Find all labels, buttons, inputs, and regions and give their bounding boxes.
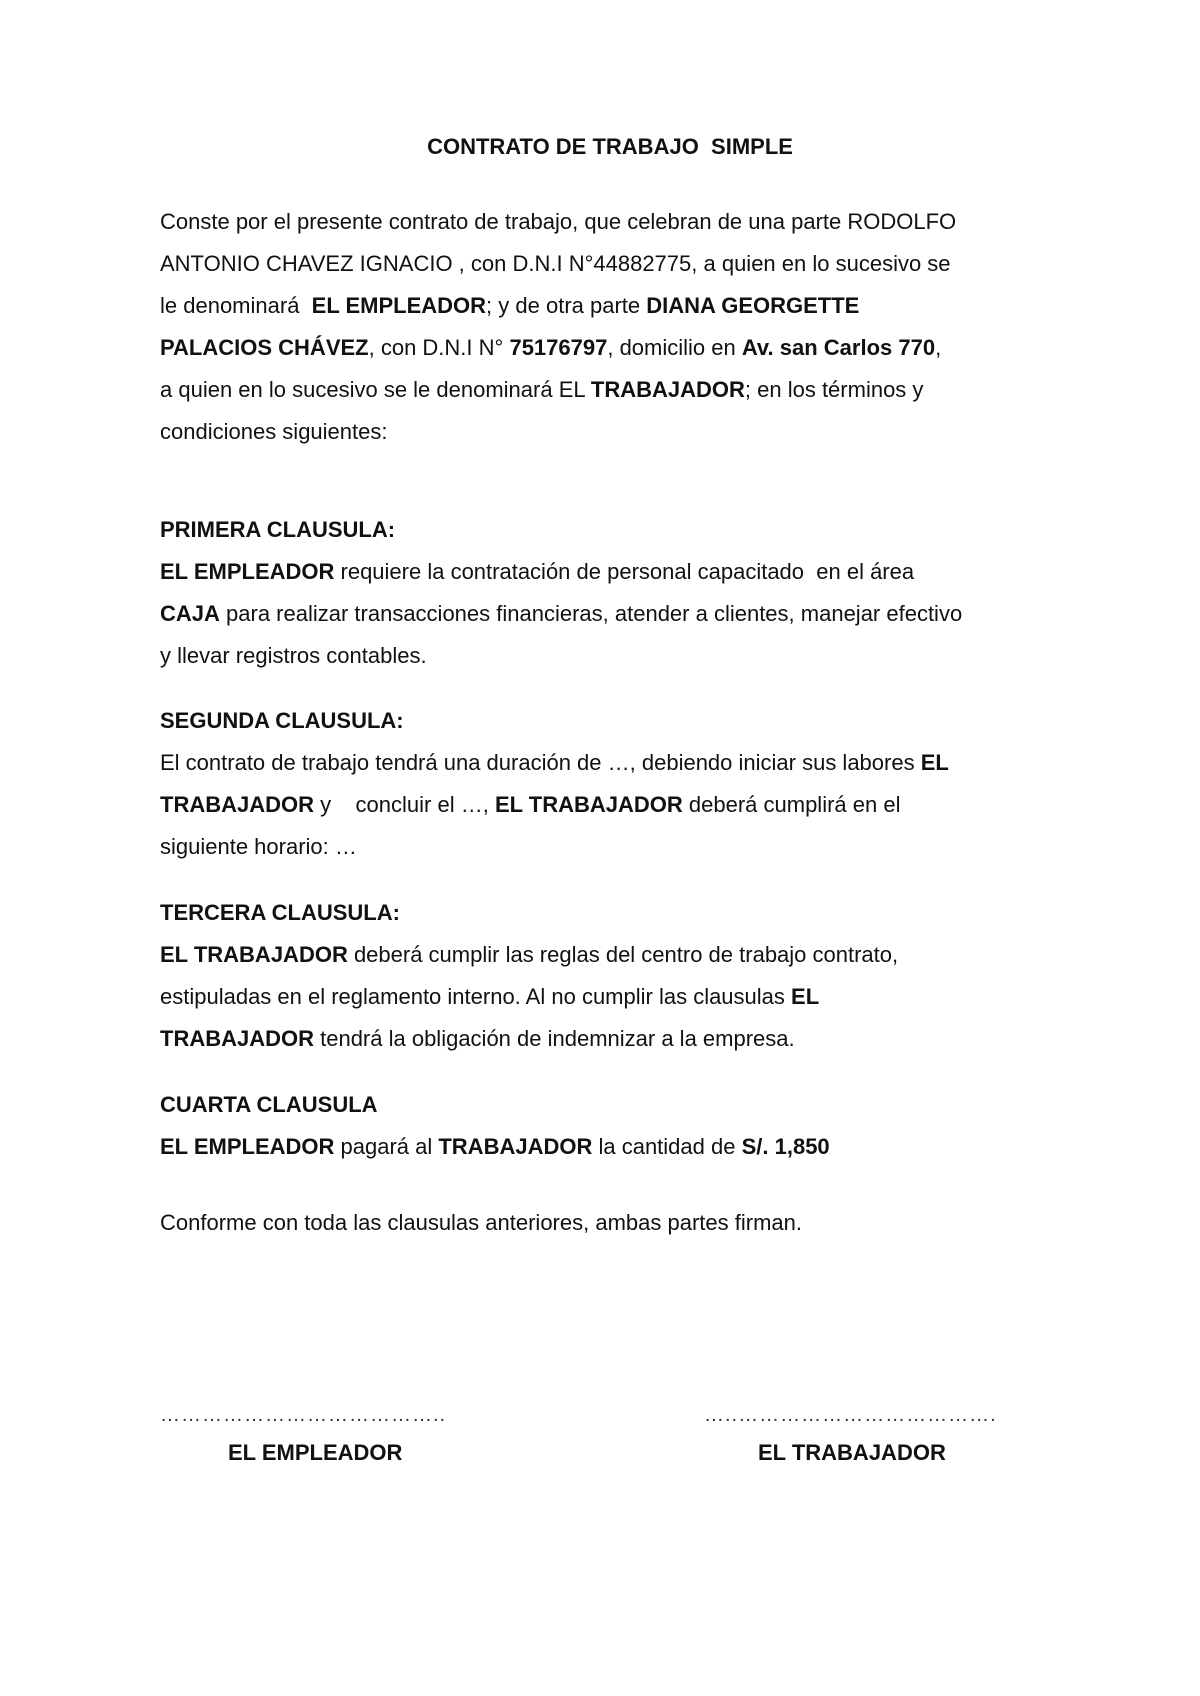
clause-text: requiere la contratación de personal capacitado en el área [334,559,915,584]
worker-dni: 75176797 [509,335,608,360]
salary-amount: S/. 1,850 [741,1134,830,1159]
worker-term: TRABAJADOR [438,1134,593,1159]
worker-term: TRABAJADOR [590,377,745,402]
clause-text: pagará al [334,1134,439,1159]
clause-1-line-1 [160,551,1060,593]
clause-4-heading: CUARTA CLAUSULA [160,1092,378,1117]
clause-4-line-1 [160,1126,1060,1168]
worker-term: EL TRABAJADOR [160,942,348,967]
clause-3-line-1 [160,934,1060,976]
intro-text: , [935,335,942,360]
clause-1-line-2 [160,593,1060,635]
worker-signature-line: …..………………………………. [704,1404,997,1426]
intro-line-2: ANTONIO CHAVEZ IGNACIO , con D.N.I N°44882775, a quien en lo sucesivo se [160,251,951,276]
intro-text: ; en los términos y [744,377,924,402]
clause-text: deberá cumplirá en el [682,792,901,817]
clause-text: y concluir el …, [314,792,495,817]
employer-term: EL EMPLEADOR [160,559,335,584]
employer-signature-line: ………………………………….. [160,1404,447,1426]
clause-3-line-3 [160,1018,1060,1060]
area-name: CAJA [160,601,220,626]
closing-line: Conforme con toda las clausulas anteriores, ambas partes firman. [160,1210,802,1235]
clause-text: la cantidad de [592,1134,742,1159]
closing-paragraph [160,1202,1060,1244]
employer-term: EL EMPLEADOR [160,1134,335,1159]
clause-text: estipuladas en el reglamento interno. Al no cumplir las clausulas [160,984,792,1009]
intro-line-4 [160,327,1060,369]
intro-text: , domicilio en [607,335,742,360]
worker-term: TRABAJADOR [160,792,314,817]
clause-2 [160,700,1060,868]
clause-1-heading: PRIMERA CLAUSULA: [160,517,396,542]
clause-text: El contrato de trabajo tendrá una duración de …, debiendo iniciar sus labores [160,750,921,775]
intro-line-3 [160,285,1060,327]
clause-4 [160,1084,1060,1168]
intro-text: a quien en lo sucesivo se le denominará EL [160,377,591,402]
clause-3-heading: TERCERA CLAUSULA: [160,900,400,925]
clause-text: deberá cumplir las reglas del centro de trabajo contrato, [347,942,899,967]
intro-text: , con D.N.I N° [368,335,510,360]
clause-1-line-3: y llevar registros contables. [160,643,427,668]
worker-signature-label: EL TRABAJADOR [758,1440,946,1465]
worker-surname: PALACIOS CHÁVEZ [160,335,369,360]
clause-text: para realizar transacciones financieras, atender a clientes, manejar efectivo [219,601,963,626]
worker-term: EL TRABAJADOR [494,792,683,817]
document-title: CONTRATO DE TRABAJO SIMPLE [427,134,793,159]
clause-3-line-2 [160,976,1060,1018]
worker-term: EL [791,984,820,1009]
clause-2-line-1 [160,742,1060,784]
intro-line-6: condiciones siguientes: [160,419,388,444]
employer-term: EL EMPLEADOR [311,293,487,318]
intro-line-1: Conste por el presente contrato de trabajo, que celebran de una parte RODOLFO [160,209,957,234]
clause-1 [160,509,1060,677]
clause-2-line-2 [160,784,1060,826]
intro-text: ; y de otra parte [486,293,647,318]
worker-name: DIANA GEORGETTE [646,293,860,318]
employer-signature-label: EL EMPLEADOR [228,1440,403,1465]
clause-2-line-3: siguiente horario: … [160,834,357,859]
worker-address: Av. san Carlos 770 [741,335,936,360]
worker-term: TRABAJADOR [160,1026,314,1051]
intro-line-5 [160,369,1060,411]
worker-term: EL [920,750,949,775]
clause-text: tendrá la obligación de indemnizar a la empresa. [314,1026,795,1051]
intro-paragraph [160,201,1060,453]
clause-2-heading: SEGUNDA CLAUSULA: [160,708,404,733]
clause-3 [160,892,1060,1060]
intro-text: le denominará [160,293,312,318]
